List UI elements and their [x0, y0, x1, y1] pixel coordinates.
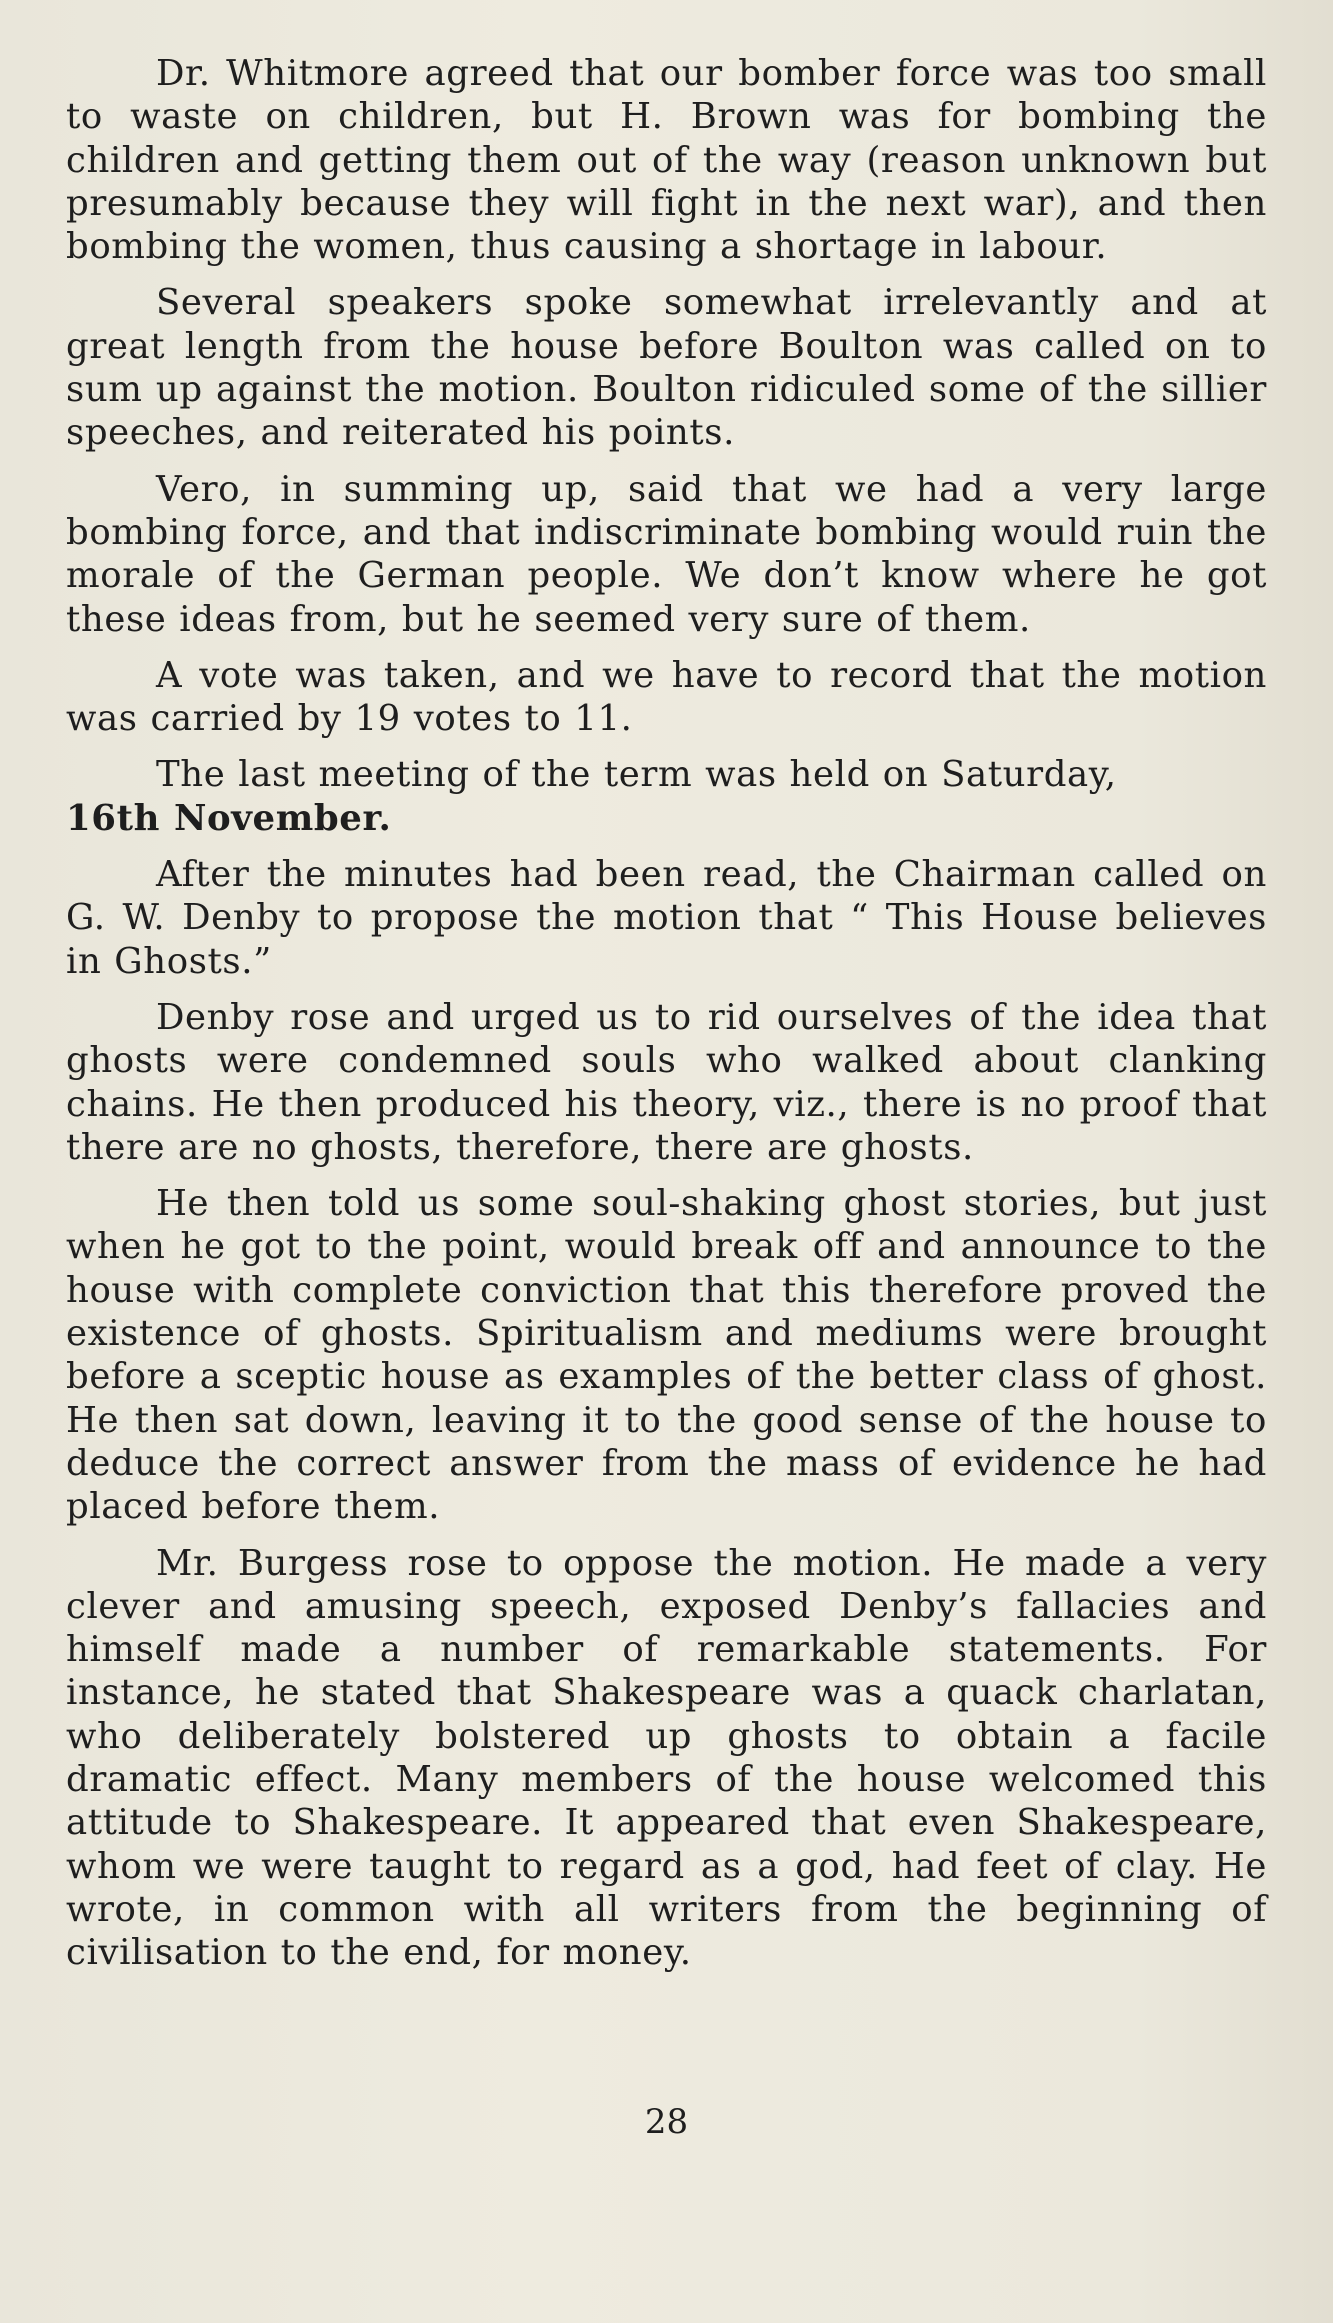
page-number: 28: [644, 2102, 689, 2142]
paragraph-last-meeting: [66, 753, 1267, 840]
meeting-intro: The last meeting of the term was held on Saturday,: [156, 754, 1117, 796]
body-text: [66, 52, 1267, 1974]
paragraph-vero: Vero, in summing up, said that we had a very large bombing force, and that indiscriminate bombing would ruin the morale of the German people. We don’t know where he got these ideas from, but he seemed very sure of them.: [66, 468, 1267, 640]
paragraph-minutes: After the minutes had been read, the Chairman called on G. W. Denby to propose the motion that “ This House believes in Ghosts.”: [66, 854, 1267, 982]
paragraph-burgess: Mr. Burgess rose to oppose the motion. He made a very clever and amusing speech, exposed Denby’s fallacies and himself made a number of remarkable statements. For instance, he stated that Shakespeare was a quack charlatan, who deliberately bolstered up ghosts to obtain a facile dramatic effect. Many members of the house welcomed this attitude to Shakespeare. It appeared that even Shakespeare, whom we were taught to regard as a god, had feet of clay. He wrote, in common with all writers from the beginning of civilisation to the end, for money.: [66, 1542, 1267, 1974]
paragraph-several-speakers: Several speakers spoke somewhat irrelevantly and at great length from the house before Boulton was called on to sum up against the motion. Boulton ridiculed some of the sillier speeches, and reiterated his points.: [66, 282, 1267, 454]
paragraph-denby: Denby rose and urged us to rid ourselves of the idea that ghosts were condemned souls who walked about clanking chains. He then produced his theory, viz., there is no proof that there are no ghosts, therefore, there are ghosts.: [66, 996, 1267, 1168]
paragraph-vote: A vote was taken, and we have to record that the motion was carried by 19 votes to 11.: [66, 654, 1267, 740]
meeting-date: 16th November.: [66, 797, 392, 839]
paragraph-ghost-stories: He then told us some soul-shaking ghost stories, but just when he got to the point, would break off and announce to the house with complete conviction that this therefore proved the existence of ghosts. Spiritualism and mediums were brought before a sceptic house as examples of the better class of ghost. He then sat down, leaving it to the good sense of the house to deduce the correct answer from the mass of evidence he had placed before them.: [66, 1183, 1267, 1528]
paragraph-whitmore: Dr. Whitmore agreed that our bomber force was too small to waste on children, but H. Brown was for bombing the children and getting them out of the way (reason unknown but presumably because they will fight in the next war), and then bombing the women, thus causing a shortage in labour.: [66, 53, 1267, 268]
